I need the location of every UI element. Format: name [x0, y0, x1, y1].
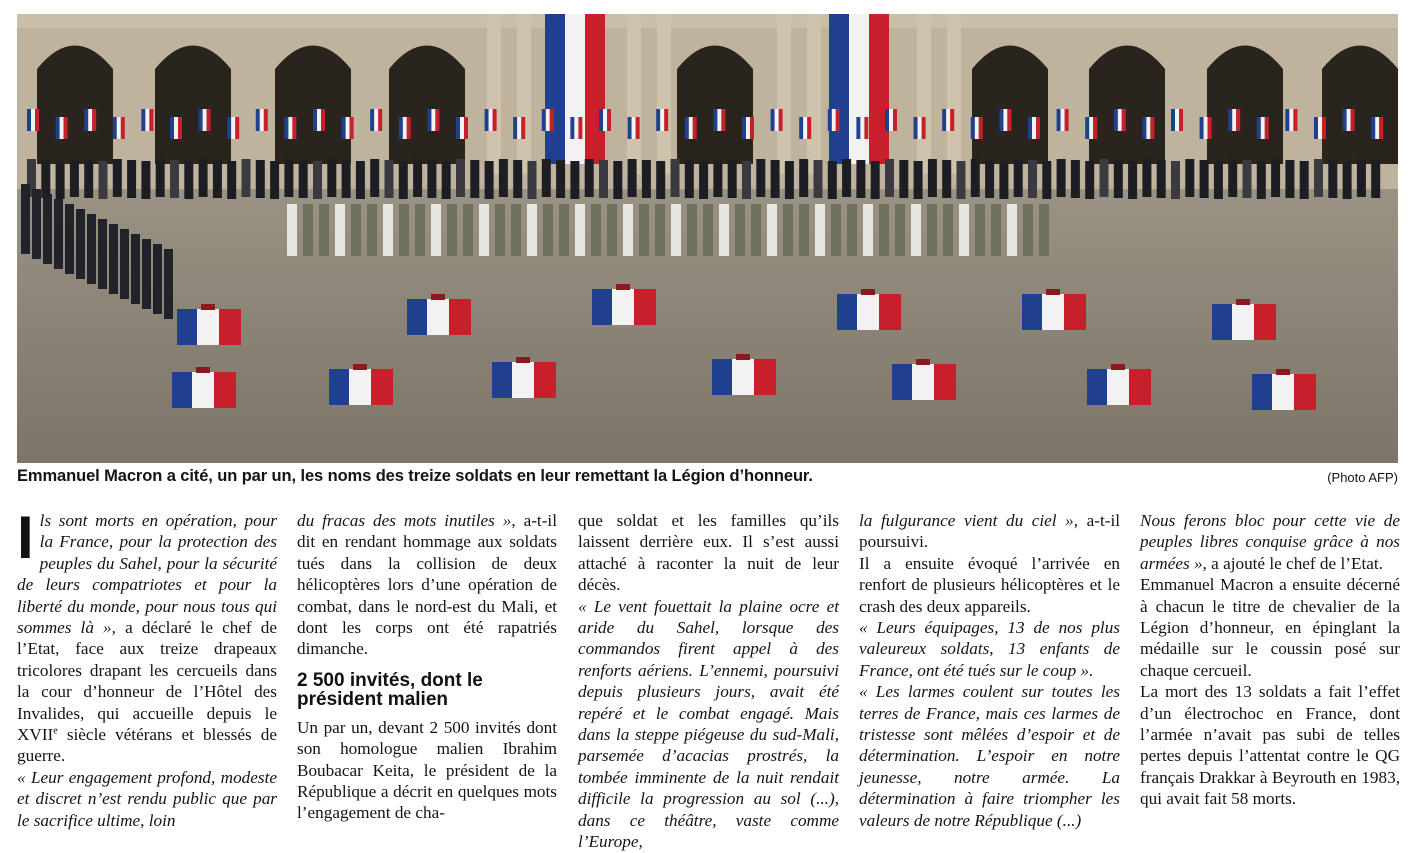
standing-person: [113, 159, 122, 197]
soldier: [1007, 204, 1017, 256]
standing-person: [1014, 159, 1023, 197]
article-column-5: [1140, 510, 1400, 828]
column: [917, 14, 931, 174]
standing-person: [971, 159, 980, 197]
spectator: [21, 184, 30, 254]
small-flag: [1142, 117, 1154, 139]
column: [627, 14, 641, 174]
soldier: [1023, 204, 1033, 256]
quote-text: « Leurs équipages, 13 de nos plus valeureux soldats, 13 enfants de France, ont été tués sur le coup ».: [859, 618, 1120, 680]
column: [657, 14, 671, 174]
standing-person: [470, 160, 479, 198]
flag-draped-casket: [492, 357, 556, 398]
soldier: [655, 204, 665, 256]
section-subhead: 2 500 invités, dont le président malien: [297, 669, 483, 710]
soldier: [1039, 204, 1049, 256]
standing-person: [656, 161, 665, 199]
arch: [37, 46, 113, 165]
small-flag: [1371, 117, 1383, 139]
flag-draped-casket: [1022, 289, 1086, 330]
hanging-tricolor-left: [545, 14, 605, 164]
standing-person: [1042, 161, 1051, 199]
standing-person: [799, 159, 808, 197]
small-flag: [685, 117, 697, 139]
standing-person: [1057, 159, 1066, 197]
standing-person: [899, 160, 908, 198]
article-paragraph: Il a ensuite évoqué l’arrivée en renfort de plusieurs hélicoptères et le crash des deux appareils.: [859, 553, 1120, 616]
spectator: [43, 194, 52, 264]
small-flag: [799, 117, 811, 139]
arch: [155, 46, 231, 165]
photo-caption: [17, 466, 1398, 490]
article-paragraph: [17, 767, 277, 831]
standing-person: [999, 161, 1008, 199]
standing-person: [942, 160, 951, 198]
soldier: [591, 204, 601, 256]
standing-person: [728, 160, 737, 198]
soldier: [511, 204, 521, 256]
small-flag: [599, 109, 611, 131]
small-flag: [942, 109, 954, 131]
article-paragraph: Emmanuel Macron a ensuite décerné à chacun le titre de chevalier de la Légion d’honneur, en épinglant la médaille sur le coussin posé sur chaque cercueil.: [1140, 575, 1400, 680]
standing-person: [485, 161, 494, 199]
standing-person: [570, 161, 579, 199]
photo-image: [17, 14, 1398, 463]
quote-text: « Les larmes coulent sur toutes les terres de France, mais ces larmes de tristesse sont mêlées d’espoir et de détermination. L’espoir en notre jeunesse, notre armée. La détermination à faire triompher les valeurs de notre République (...): [859, 682, 1120, 830]
standing-person: [199, 159, 208, 197]
soldier: [735, 204, 745, 256]
soldier: [799, 204, 809, 256]
soldier: [927, 204, 937, 256]
small-flag: [570, 117, 582, 139]
soldier: [399, 204, 409, 256]
standing-person: [184, 161, 193, 199]
spectator: [32, 189, 41, 259]
soldier: [671, 204, 681, 256]
standing-person: [284, 159, 293, 197]
standing-person: [41, 160, 50, 198]
small-flag: [427, 109, 439, 131]
standing-person: [585, 159, 594, 197]
standing-person: [141, 161, 150, 199]
small-flag: [914, 117, 926, 139]
standing-person: [556, 160, 565, 198]
soldier: [847, 204, 857, 256]
arch: [972, 46, 1048, 165]
column: [777, 14, 791, 174]
standing-person: [885, 159, 894, 197]
standing-person: [227, 161, 236, 199]
small-flag: [313, 109, 325, 131]
soldier: [863, 204, 873, 256]
soldier: [991, 204, 1001, 256]
soldier: [479, 204, 489, 256]
flag-draped-casket: [1087, 364, 1151, 405]
soldier: [527, 204, 537, 256]
soldier: [831, 204, 841, 256]
standing-person: [299, 160, 308, 198]
standing-person: [628, 159, 637, 197]
body-text: siècle vétérans et blessés de guerre.: [17, 725, 277, 766]
article-column-2: [297, 510, 557, 828]
soldier: [607, 204, 617, 256]
soldier: [319, 204, 329, 256]
photo-credit: (Photo AFP): [1327, 470, 1398, 485]
article-paragraph: [1140, 510, 1400, 574]
standing-person: [771, 160, 780, 198]
soldier: [975, 204, 985, 256]
standing-person: [1185, 159, 1194, 197]
standing-person: [242, 159, 251, 197]
article-paragraph: [859, 681, 1120, 831]
column: [487, 14, 501, 174]
small-flag: [1228, 109, 1240, 131]
soldier: [431, 204, 441, 256]
small-flag: [1343, 109, 1355, 131]
dropcap-letter: I: [17, 504, 34, 571]
standing-person: [456, 159, 465, 197]
standing-person: [713, 159, 722, 197]
standing-person: [442, 161, 451, 199]
small-flag: [742, 117, 754, 139]
standing-person: [256, 160, 265, 198]
soldier: [303, 204, 313, 256]
flag-draped-casket: [837, 289, 901, 330]
small-flag: [1314, 117, 1326, 139]
standing-person: [856, 160, 865, 198]
standing-person: [1228, 159, 1237, 197]
soldier: [367, 204, 377, 256]
standing-person: [1314, 159, 1323, 197]
small-flag: [1028, 117, 1040, 139]
arch: [1322, 46, 1398, 165]
soldier: [639, 204, 649, 256]
soldier: [815, 204, 825, 256]
standing-person: [313, 161, 322, 199]
standing-person: [1171, 161, 1180, 199]
standing-person: [685, 160, 694, 198]
standing-person: [385, 160, 394, 198]
caption-text: Emmanuel Macron a cité, un par un, les noms des treize soldats en leur remettant la Légion d’honneur.: [17, 467, 813, 485]
soldier: [783, 204, 793, 256]
standing-person: [413, 159, 422, 197]
small-flag: [1057, 109, 1069, 131]
article-column-1: [17, 504, 277, 830]
small-flag: [513, 117, 525, 139]
flag-draped-casket: [177, 304, 241, 345]
spectator: [120, 229, 129, 299]
standing-person: [1028, 160, 1037, 198]
hanging-tricolor-right: [829, 14, 889, 164]
small-flag: [656, 109, 668, 131]
article-paragraph: [859, 617, 1120, 681]
small-flag: [141, 109, 153, 131]
flag-draped-casket: [1252, 369, 1316, 410]
standing-person: [1157, 160, 1166, 198]
arch: [1089, 46, 1165, 165]
standing-person: [828, 161, 837, 199]
article-column-4: [859, 510, 1120, 828]
small-flag: [227, 117, 239, 139]
standing-person: [699, 161, 708, 199]
standing-person: [99, 161, 108, 199]
soldier: [911, 204, 921, 256]
standing-person: [127, 160, 136, 198]
soldier: [687, 204, 697, 256]
quote-text: du fracas des mots inutiles »: [297, 511, 512, 530]
spectator: [98, 219, 107, 289]
column: [947, 14, 961, 174]
flag-draped-casket: [592, 284, 656, 325]
standing-person: [1285, 160, 1294, 198]
standing-person: [170, 160, 179, 198]
standing-person: [156, 159, 165, 197]
standing-person: [1142, 159, 1151, 197]
small-flag: [1200, 117, 1212, 139]
spectator: [153, 244, 162, 314]
small-flag: [856, 117, 868, 139]
soldier: [415, 204, 425, 256]
small-flag: [284, 117, 296, 139]
soldier: [719, 204, 729, 256]
soldier: [335, 204, 345, 256]
spectator: [87, 214, 96, 284]
standing-person: [1128, 161, 1137, 199]
spectator: [54, 199, 63, 269]
column: [807, 14, 821, 174]
standing-person: [513, 160, 522, 198]
soldier: [447, 204, 457, 256]
small-flag: [828, 109, 840, 131]
flag-draped-casket: [329, 364, 393, 405]
small-flag: [84, 109, 96, 131]
standing-person: [1271, 159, 1280, 197]
small-flag: [1257, 117, 1269, 139]
spectator: [65, 204, 74, 274]
small-flag: [399, 117, 411, 139]
small-flag: [1285, 109, 1297, 131]
quote-text: « Le vent fouettait la plaine ocre et aride du Sahel, lorsque des commandos firent appel à des renforts aériens. L’ennemi, poursuivi depuis plusieurs jours, avait été repéré et le combat engagé. Mais dans la steppe piégeuse du sud-Mali, parsemée d’acacias prostrés, la tombée imminente de la nuit rendait difficile la progression au sol (...), dans ce théâtre, vaste comme l’Europe,: [578, 596, 839, 852]
small-flag: [885, 109, 897, 131]
soldier: [767, 204, 777, 256]
small-flag: [628, 117, 640, 139]
article-paragraph: [297, 510, 557, 660]
flag-draped-casket: [892, 359, 956, 400]
body-text: , a-t-il dit en rendant hommage aux soldats tués dans la collision de deux hélicoptères lors d’une opération de combat, dans le nord-est du Mali, et dont les corps ont été rapatriés dimanche.: [297, 511, 557, 659]
standing-person: [1214, 161, 1223, 199]
standing-person: [1100, 159, 1109, 197]
standing-person: [671, 159, 680, 197]
soldier: [575, 204, 585, 256]
standing-person: [1371, 160, 1380, 198]
body-text: , a ajouté le chef de l’Etat.: [1202, 553, 1383, 573]
soldier: [751, 204, 761, 256]
standing-person: [985, 160, 994, 198]
small-flag: [342, 117, 354, 139]
standing-person: [1300, 161, 1309, 199]
standing-person: [842, 159, 851, 197]
soldier: [703, 204, 713, 256]
arch: [677, 46, 753, 165]
standing-person: [871, 161, 880, 199]
standing-person: [914, 161, 923, 199]
article-paragraph: [578, 596, 839, 853]
flag-draped-casket: [712, 354, 776, 395]
standing-person: [370, 159, 379, 197]
standing-person: [56, 161, 65, 199]
standing-person: [1357, 159, 1366, 197]
superscript: e: [53, 725, 58, 737]
body-text: , a déclaré le chef de l’Etat, face aux treize drapeaux tricolores drapant les cercueils dans la cour d’honneur de l’Hôtel des Invalides, qui accueille depuis le XVII: [17, 618, 277, 745]
article-paragraph: [859, 510, 1120, 553]
standing-person: [957, 161, 966, 199]
small-flag: [771, 109, 783, 131]
spectator: [142, 239, 151, 309]
small-flag: [1085, 117, 1097, 139]
small-flag: [971, 117, 983, 139]
article-column-3: [578, 510, 839, 852]
standing-person: [1200, 160, 1209, 198]
soldier: [463, 204, 473, 256]
standing-person: [499, 159, 508, 197]
article-paragraph: que soldat et les familles qu’ils laissent derrière eux. Il s’est aussi attaché à raconter la nuit de leur décès.: [578, 511, 839, 595]
small-flag: [370, 109, 382, 131]
quote-text: « Leur engagement profond, modeste et discret n’est rendu public que par le sacrifice ultime, loin: [17, 767, 277, 830]
standing-person: [528, 161, 537, 199]
standing-person: [785, 161, 794, 199]
standing-person: [1328, 160, 1337, 198]
soldier: [879, 204, 889, 256]
body-text: , a-t-il poursuivi.: [859, 511, 1120, 552]
flag-draped-casket: [1212, 299, 1276, 340]
standing-person: [1114, 160, 1123, 198]
standing-person: [1257, 161, 1266, 199]
small-flag: [56, 117, 68, 139]
quote-text: Nous ferons bloc pour cette vie de peuples libres conquise grâce à nos armées »: [1140, 511, 1400, 573]
article-paragraph: [17, 504, 277, 767]
arch: [389, 46, 465, 165]
news-photo: [17, 14, 1398, 463]
standing-person: [756, 159, 765, 197]
standing-person: [1085, 161, 1094, 199]
standing-person: [342, 160, 351, 198]
small-flag: [1171, 109, 1183, 131]
small-flag: [1114, 109, 1126, 131]
soldier: [495, 204, 505, 256]
standing-person: [213, 160, 222, 198]
flag-draped-casket: [172, 367, 236, 408]
soldier: [943, 204, 953, 256]
soldier: [543, 204, 553, 256]
standing-person: [599, 160, 608, 198]
quote-text: ls sont morts en opération, pour la France, pour la protection des peuples du Sahel, pour la sécurité de leurs compatriotes et pour la liberté du monde, pour nous tous qui sommes là »: [17, 511, 277, 638]
spectator: [76, 209, 85, 279]
soldier: [383, 204, 393, 256]
standing-person: [399, 161, 408, 199]
standing-person: [1243, 160, 1252, 198]
small-flag: [456, 117, 468, 139]
standing-person: [1343, 161, 1352, 199]
standing-person: [270, 161, 279, 199]
standing-person: [814, 160, 823, 198]
standing-person: [356, 161, 365, 199]
small-flag: [542, 109, 554, 131]
standing-person: [427, 160, 436, 198]
standing-person: [642, 160, 651, 198]
standing-person: [84, 160, 93, 198]
standing-person: [327, 159, 336, 197]
article-paragraph: La mort des 13 soldats a fait l’effet d’un électrochoc en France, dont l’armée n’avait pas subi de telles pertes depuis l’attentat contre le QG français Drakkar à Beyrouth en 1983, qui avait fait 58 morts.: [1140, 682, 1400, 809]
flag-draped-casket: [407, 294, 471, 335]
soldier: [559, 204, 569, 256]
standing-person: [70, 159, 79, 197]
small-flag: [113, 117, 125, 139]
standing-person: [542, 159, 551, 197]
small-flag: [999, 109, 1011, 131]
soldier: [623, 204, 633, 256]
arch: [1207, 46, 1283, 165]
small-flag: [713, 109, 725, 131]
arch: [275, 46, 351, 165]
spectator: [131, 234, 140, 304]
small-flag: [27, 109, 39, 131]
small-flag: [485, 109, 497, 131]
small-flag: [256, 109, 268, 131]
standing-person: [928, 159, 937, 197]
standing-person: [1071, 160, 1080, 198]
small-flag: [170, 117, 182, 139]
small-flag: [199, 109, 211, 131]
spectator: [164, 249, 173, 319]
soldier: [959, 204, 969, 256]
soldier: [351, 204, 361, 256]
standing-person: [613, 161, 622, 199]
column: [517, 14, 531, 174]
article-paragraph: Un par un, devant 2 500 invités dont son homologue malien Ibrahim Boubacar Keita, le président de la République a décrit en quelques mots l’engagement de cha-: [297, 717, 557, 823]
soldier: [895, 204, 905, 256]
standing-person: [742, 161, 751, 199]
quote-text: la fulgurance vient du ciel »: [859, 511, 1074, 530]
soldier: [287, 204, 297, 256]
spectator: [109, 224, 118, 294]
